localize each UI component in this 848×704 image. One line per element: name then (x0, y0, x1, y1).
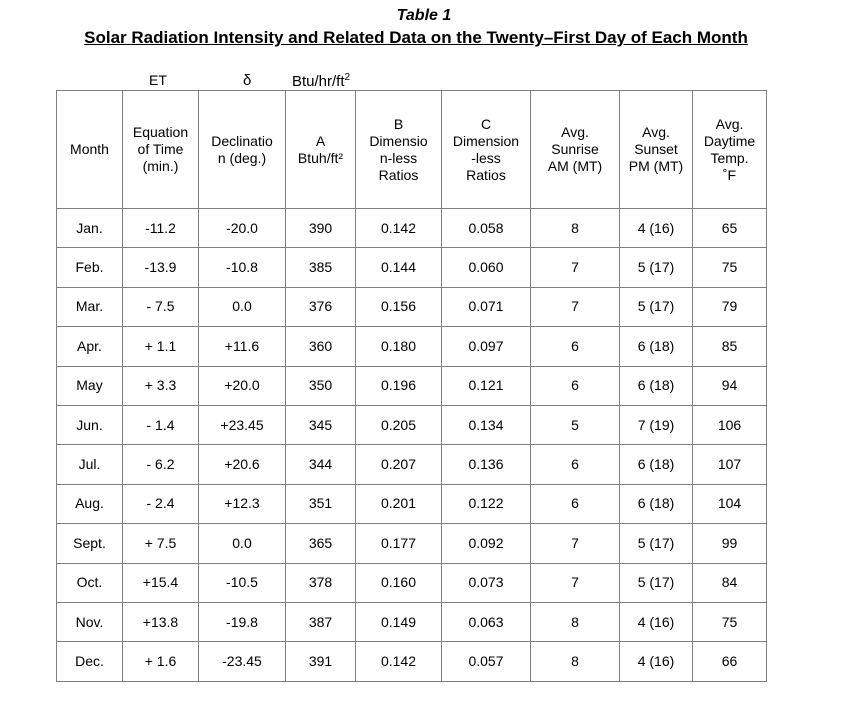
solar-data-table (56, 90, 767, 682)
table-cell-c-ratio: 0.073 (442, 563, 531, 602)
column-header-line: Declinatio (211, 132, 273, 149)
unit-label-delta: δ (243, 72, 252, 89)
table-cell-avg-sunrise: 6 (531, 484, 620, 523)
table-cell-avg-sunset: 6 (18) (620, 366, 693, 405)
table-cell-avg-temp: 85 (693, 327, 767, 366)
column-header-line: Avg. (715, 115, 744, 132)
table-cell-a-intensity: 360 (286, 327, 356, 366)
table-cell-equation-of-time: - 6.2 (123, 445, 199, 484)
table-row (57, 405, 767, 444)
table-cell-equation-of-time: - 7.5 (123, 287, 199, 326)
table-cell-c-ratio: 0.122 (442, 484, 531, 523)
column-header-line: of Time (137, 141, 184, 157)
table-cell-c-ratio: 0.063 (442, 602, 531, 641)
table-cell-c-ratio: 0.134 (442, 405, 531, 444)
table-cell-avg-sunset: 5 (17) (620, 563, 693, 602)
column-header-line: Ratios (378, 166, 419, 183)
table-cell-b-ratio: 0.196 (356, 366, 442, 405)
column-header-line: Sunrise (551, 141, 599, 157)
table-cell-month: Jul. (57, 445, 123, 484)
table-cell-avg-sunset: 5 (17) (620, 248, 693, 287)
column-header-c-ratio (442, 91, 531, 209)
unit-label-et: ET (149, 72, 167, 88)
column-header-line: Sunset (634, 141, 678, 157)
table-cell-avg-sunset: 6 (18) (620, 484, 693, 523)
column-header-line: Temp. (710, 149, 749, 166)
table-cell-a-intensity: 387 (286, 602, 356, 641)
table-cell-c-ratio: 0.057 (442, 642, 531, 681)
table-cell-equation-of-time: -11.2 (123, 209, 199, 248)
column-header-line: Avg. (561, 124, 589, 140)
table-cell-equation-of-time: -13.9 (123, 248, 199, 287)
table-cell-b-ratio: 0.142 (356, 209, 442, 248)
column-header-line: A (315, 132, 326, 149)
table-row (57, 366, 767, 405)
column-header-b-ratio (356, 91, 442, 209)
table-cell-b-ratio: 0.205 (356, 405, 442, 444)
column-header-line: AM (MT) (547, 158, 603, 174)
table-cell-avg-sunset: 4 (16) (620, 209, 693, 248)
table-cell-avg-sunrise: 7 (531, 563, 620, 602)
header-row (57, 91, 767, 209)
table-cell-avg-temp: 75 (693, 248, 767, 287)
table-row (57, 484, 767, 523)
table-cell-equation-of-time: + 7.5 (123, 524, 199, 563)
table-cell-a-intensity: 391 (286, 642, 356, 681)
column-header-line: n (deg.) (217, 149, 267, 166)
table-cell-c-ratio: 0.060 (442, 248, 531, 287)
table-cell-b-ratio: 0.201 (356, 484, 442, 523)
table-cell-month: Nov. (57, 602, 123, 641)
table-cell-c-ratio: 0.071 (442, 287, 531, 326)
table-cell-avg-sunrise: 7 (531, 248, 620, 287)
table-cell-avg-sunset: 5 (17) (620, 524, 693, 563)
unit-label-btu-base: Btu/hr/ft (292, 73, 345, 90)
table-row (57, 642, 767, 681)
column-header-line: B (393, 115, 404, 132)
column-header-line: n-less (379, 149, 418, 166)
table-row (57, 287, 767, 326)
column-header-line: ˚F (722, 166, 737, 183)
table-body (57, 209, 767, 682)
table-cell-declination: -10.5 (199, 563, 286, 602)
table-cell-avg-temp: 65 (693, 209, 767, 248)
column-header-avg-sunset (620, 91, 693, 209)
table-cell-declination: 0.0 (199, 287, 286, 326)
table-cell-a-intensity: 344 (286, 445, 356, 484)
table-row (57, 524, 767, 563)
table-cell-equation-of-time: - 2.4 (123, 484, 199, 523)
table-cell-avg-sunrise: 8 (531, 642, 620, 681)
column-header-line: Daytime (703, 132, 756, 149)
table-cell-declination: +11.6 (199, 327, 286, 366)
table-cell-month: Oct. (57, 563, 123, 602)
table-row (57, 327, 767, 366)
table-cell-a-intensity: 390 (286, 209, 356, 248)
table-row (57, 445, 767, 484)
table-cell-a-intensity: 365 (286, 524, 356, 563)
unit-label-btu-exponent: 2 (344, 72, 351, 83)
column-header-line: Month (70, 141, 109, 157)
table-cell-a-intensity: 351 (286, 484, 356, 523)
table-cell-month: Aug. (57, 484, 123, 523)
column-header-month (57, 91, 123, 209)
table-row (57, 209, 767, 248)
table-cell-c-ratio: 0.121 (442, 366, 531, 405)
table-row (57, 248, 767, 287)
table-cell-avg-sunset: 7 (19) (620, 405, 693, 444)
table-row (57, 602, 767, 641)
table-cell-avg-temp: 94 (693, 366, 767, 405)
table-cell-c-ratio: 0.058 (442, 209, 531, 248)
column-header-line: (min.) (142, 158, 179, 174)
table-cell-avg-sunrise: 8 (531, 602, 620, 641)
table-cell-b-ratio: 0.160 (356, 563, 442, 602)
table-cell-month: May (57, 366, 123, 405)
table-cell-avg-sunrise: 5 (531, 405, 620, 444)
table-cell-avg-sunrise: 6 (531, 366, 620, 405)
table-cell-month: Sept. (57, 524, 123, 563)
column-header-line: C (480, 115, 492, 132)
table-cell-b-ratio: 0.144 (356, 248, 442, 287)
column-header-a-intensity (286, 91, 356, 209)
table-cell-declination: -10.8 (199, 248, 286, 287)
table-cell-avg-sunset: 4 (16) (620, 602, 693, 641)
column-header-line: Equation (132, 124, 189, 140)
table-cell-avg-sunrise: 6 (531, 445, 620, 484)
table-cell-declination: -23.45 (199, 642, 286, 681)
column-header-line: Ratios (466, 166, 506, 183)
table-cell-b-ratio: 0.149 (356, 602, 442, 641)
table-cell-month: Mar. (57, 287, 123, 326)
table-cell-equation-of-time: +13.8 (123, 602, 199, 641)
table-cell-equation-of-time: + 1.1 (123, 327, 199, 366)
column-header-line: Dimensio (369, 132, 428, 149)
table-cell-avg-sunset: 6 (18) (620, 327, 693, 366)
table-cell-avg-sunrise: 8 (531, 209, 620, 248)
table-cell-avg-temp: 75 (693, 602, 767, 641)
table-cell-avg-sunset: 4 (16) (620, 642, 693, 681)
column-header-avg-temp (693, 91, 767, 209)
column-header-line: Avg. (642, 124, 670, 140)
table-cell-month: Jan. (57, 209, 123, 248)
table-cell-month: Feb. (57, 248, 123, 287)
table-cell-month: Jun. (57, 405, 123, 444)
column-header-line: Btuh/ft² (297, 149, 344, 166)
table-cell-declination: -20.0 (199, 209, 286, 248)
table-cell-b-ratio: 0.142 (356, 642, 442, 681)
table-cell-a-intensity: 385 (286, 248, 356, 287)
table-cell-c-ratio: 0.092 (442, 524, 531, 563)
table-cell-a-intensity: 378 (286, 563, 356, 602)
table-cell-avg-temp: 84 (693, 563, 767, 602)
table-cell-b-ratio: 0.156 (356, 287, 442, 326)
table-cell-c-ratio: 0.097 (442, 327, 531, 366)
table-cell-a-intensity: 345 (286, 405, 356, 444)
table-cell-avg-temp: 107 (693, 445, 767, 484)
table-cell-equation-of-time: + 3.3 (123, 366, 199, 405)
table-cell-b-ratio: 0.207 (356, 445, 442, 484)
table-cell-avg-sunrise: 7 (531, 287, 620, 326)
unit-label-btu (292, 72, 350, 90)
column-header-line: -less (471, 149, 501, 166)
table-cell-month: Apr. (57, 327, 123, 366)
table-cell-b-ratio: 0.180 (356, 327, 442, 366)
table-cell-avg-temp: 79 (693, 287, 767, 326)
table-cell-declination: +20.0 (199, 366, 286, 405)
table-cell-c-ratio: 0.136 (442, 445, 531, 484)
table-cell-declination: +20.6 (199, 445, 286, 484)
table-cell-avg-temp: 106 (693, 405, 767, 444)
column-header-declination (199, 91, 286, 209)
table-cell-declination: +12.3 (199, 484, 286, 523)
table-cell-a-intensity: 350 (286, 366, 356, 405)
table-cell-avg-temp: 66 (693, 642, 767, 681)
table-cell-b-ratio: 0.177 (356, 524, 442, 563)
column-header-equation-of-time (123, 91, 199, 209)
table-cell-equation-of-time: + 1.6 (123, 642, 199, 681)
column-header-avg-sunrise (531, 91, 620, 209)
table-cell-equation-of-time: +15.4 (123, 563, 199, 602)
table-cell-avg-sunrise: 7 (531, 524, 620, 563)
table-title: Solar Radiation Intensity and Related Data on the Twenty–First Day of Each Month (84, 28, 748, 47)
table-label: Table 1 (396, 7, 452, 24)
table-cell-declination: +23.45 (199, 405, 286, 444)
table-cell-avg-sunset: 5 (17) (620, 287, 693, 326)
table-cell-declination: 0.0 (199, 524, 286, 563)
table-cell-declination: -19.8 (199, 602, 286, 641)
column-header-line: PM (MT) (628, 158, 684, 174)
table-cell-avg-temp: 99 (693, 524, 767, 563)
column-header-line: Dimension (452, 132, 520, 149)
table-cell-month: Dec. (57, 642, 123, 681)
table-cell-avg-temp: 104 (693, 484, 767, 523)
table-cell-a-intensity: 376 (286, 287, 356, 326)
table-cell-avg-sunset: 6 (18) (620, 445, 693, 484)
table-cell-equation-of-time: - 1.4 (123, 405, 199, 444)
table-cell-avg-sunrise: 6 (531, 327, 620, 366)
table-row (57, 563, 767, 602)
